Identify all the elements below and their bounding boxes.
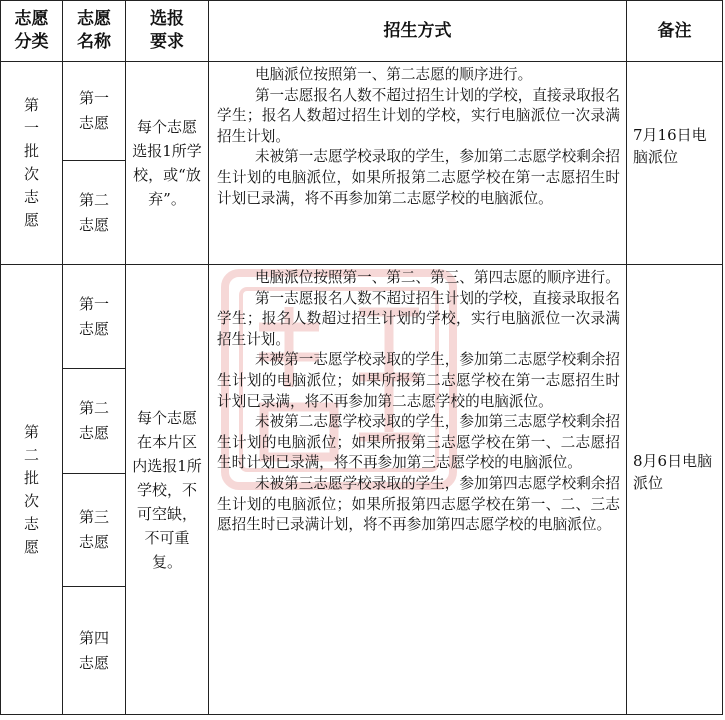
- name-line: 第二: [78, 399, 109, 417]
- name-line: 第一: [78, 294, 109, 313]
- batch2-name-4: [63, 587, 126, 715]
- header-requirement-line1: 选报: [150, 9, 184, 29]
- batch1-method-p1: 电脑派位按照第一、第二志愿的顺序进行。: [254, 66, 533, 83]
- batch1-note: [627, 62, 723, 265]
- batch2-row-1: [1, 265, 723, 369]
- vertical-char: 愿: [23, 211, 39, 229]
- name-line: 志愿: [78, 114, 109, 132]
- batch2-category: [1, 265, 63, 715]
- name-line: 第四: [78, 628, 109, 647]
- batch1-category: [1, 62, 63, 265]
- vertical-char: 愿: [23, 537, 39, 556]
- name-line: 志愿: [78, 319, 109, 338]
- vertical-char: 批: [23, 142, 39, 160]
- header-requirement-line2: 要求: [150, 32, 184, 52]
- batch2-name-1-text: [63, 292, 125, 342]
- vertical-char: 批: [23, 468, 39, 487]
- batch1-category-text: [1, 94, 62, 232]
- batch2-method-p3: 未被第一志愿学校录取的学生，参加第二志愿学校剩余招生计划的电脑派位；如果所报第二志愿学校在第一志愿招生时计划已录满，将不再参加第二志愿学校的电脑派位。: [217, 351, 620, 410]
- batch2-name-2-text: [63, 396, 125, 446]
- batch1-note-text: 7月16日电脑派位: [633, 126, 707, 166]
- name-line: 志愿: [78, 215, 109, 234]
- header-requirement: [126, 1, 209, 62]
- batch1-method: [209, 62, 627, 265]
- batch1-method-p2: 第一志愿报名人数不超过招生计划的学校，直接录取报名学生；报名人数超过招生计划的学校，实行电脑派位一次录满招生计划。: [217, 86, 620, 145]
- batch2-requirement-text: 每个志愿在本片区内选报1所学校，不可空缺，不可重复。: [132, 408, 202, 571]
- vertical-char: 第: [23, 96, 39, 114]
- batch2-requirement: [126, 265, 209, 715]
- batch1-name-1: [63, 62, 126, 161]
- batch2-note: [627, 265, 723, 715]
- batch1-method-p3: 未被第一志愿学校录取的学生，参加第二志愿学校剩余招生计划的电脑派位，如果所报第二志愿学校在第一志愿招生时计划已录满，将不再参加第二志愿学校的电脑派位。: [217, 148, 620, 207]
- header-name: [63, 1, 126, 62]
- batch2-note-spacer: [633, 265, 716, 450]
- name-line: 第二: [78, 190, 109, 209]
- batch2-method-p1: 电脑派位按照第一、第二、第三、第四志愿的顺序进行。: [254, 269, 620, 286]
- name-line: 志愿: [78, 424, 109, 442]
- batch1-note-spacer: [633, 62, 716, 124]
- vertical-char: 一: [23, 119, 39, 137]
- vertical-char: 次: [23, 165, 39, 183]
- batch1-requirement: [126, 62, 209, 265]
- header-category: [1, 1, 63, 62]
- header-note: 备注: [627, 1, 723, 62]
- header-category-line2: 分类: [14, 32, 49, 52]
- name-line: 第一: [78, 89, 109, 107]
- batch1-name-1-text: [63, 86, 125, 136]
- batch2-category-text: [1, 421, 62, 559]
- batch2-method-content: [217, 268, 620, 536]
- batch2-name-4-text: [63, 626, 125, 676]
- batch1-method-content: [217, 65, 620, 209]
- vertical-char: 志: [23, 188, 39, 206]
- name-line: 志愿: [78, 653, 109, 672]
- header-row: [1, 1, 723, 62]
- batch2-method-p4: 未被第二志愿学校录取的学生，参加第三志愿学校剩余招生计划的电脑派位；如果所报第三志愿学校在第一、二志愿招生时计划已录满，将不再参加第三志愿学校的电脑派位。: [217, 413, 620, 472]
- batch1-name-2-text: [63, 188, 125, 238]
- batch2-name-1: [63, 265, 126, 369]
- name-line: 第三: [78, 508, 109, 526]
- batch2-method-p5: 未被第三志愿学校录取的学生，参加第四志愿学校剩余招生计划的电脑派位；如果所报第四志愿学校在第一、二、三志愿招生时已录满计划，将不再参加第四志愿学校的电脑派位。: [217, 474, 620, 534]
- batch2-name-2: [63, 369, 126, 474]
- batch2-method-p2: 第一志愿报名人数不超过招生计划的学校，直接录取报名学生；报名人数超过招生计划的学校，实行电脑派位一次录满招生计划。: [217, 289, 620, 348]
- vertical-char: 二: [23, 445, 39, 464]
- batch2-name-3-text: [63, 505, 125, 555]
- name-line: 志愿: [78, 533, 109, 551]
- header-name-line2: 名称: [77, 32, 111, 52]
- header-name-line1: 志愿: [77, 9, 111, 29]
- vertical-char: 次: [23, 491, 39, 510]
- batch1-name-2: [63, 161, 126, 265]
- batch2-method: [209, 265, 627, 715]
- vertical-char: 志: [23, 514, 39, 533]
- batch2-name-3: [63, 474, 126, 587]
- vertical-char: 第: [23, 422, 39, 441]
- header-category-line1: 志愿: [14, 9, 49, 29]
- batch1-requirement-text: 每个志愿选报1所学校，或“放弃”。: [132, 118, 202, 208]
- batch2-note-text: 8月6日电脑派位: [633, 452, 713, 492]
- header-method: 招生方式: [209, 1, 627, 62]
- batch1-row-1: [1, 62, 723, 161]
